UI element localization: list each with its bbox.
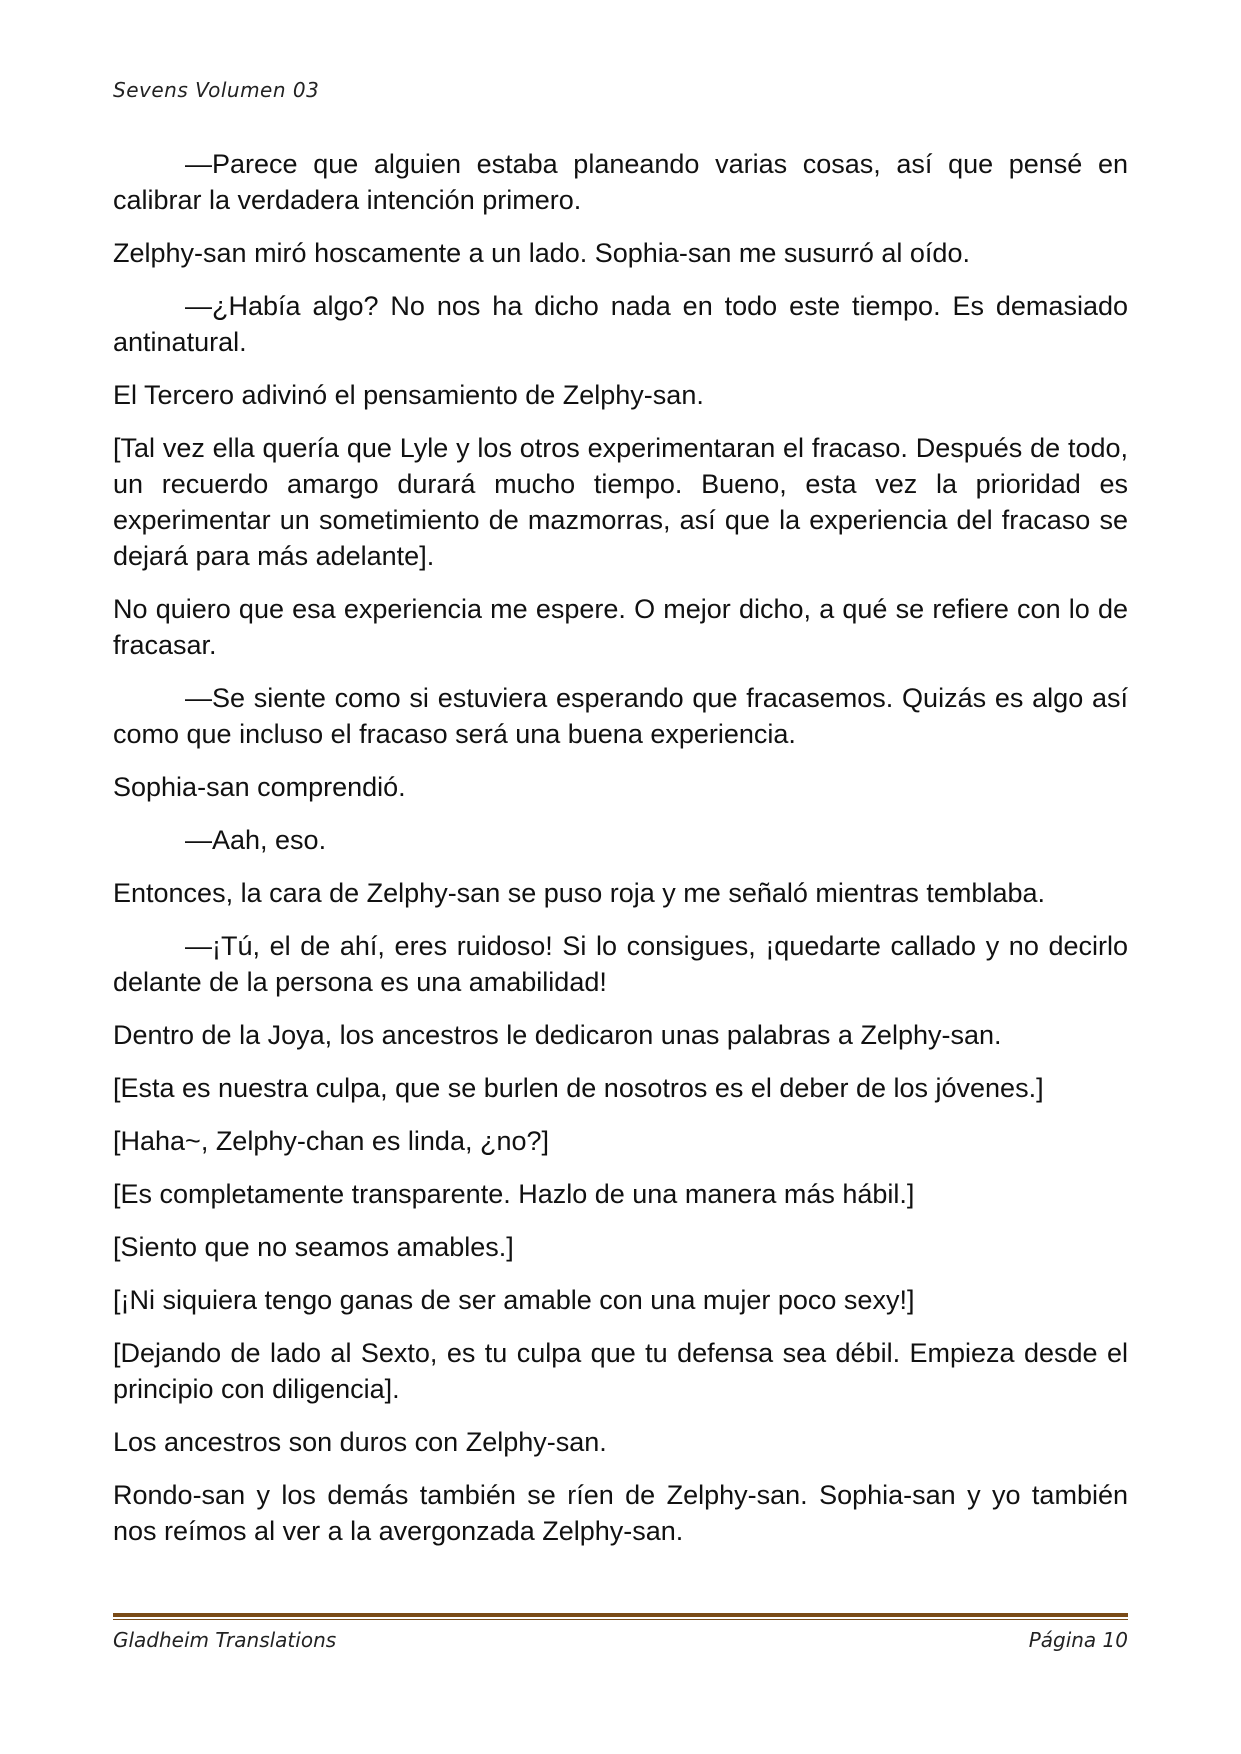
footer-divider: [113, 1613, 1128, 1621]
paragraph: El Tercero adivinó el pensamiento de Zelphy-san.: [113, 380, 704, 410]
paragraph: Los ancestros son duros con Zelphy-san.: [113, 1427, 607, 1457]
footer-credit: Gladheim Translations: [113, 1628, 337, 1652]
paragraph: —¿Había algo? No nos ha dicho nada en todo este tiempo. Es demasiado antinatural.: [113, 291, 1128, 357]
page-number: Página 10: [1028, 1628, 1128, 1652]
paragraph: —Se siente como si estuviera esperando que fracasemos. Quizás es algo así como que incluso el fracaso será una buena experiencia.: [113, 683, 1128, 749]
paragraph: —Parece que alguien estaba planeando varias cosas, así que pensé en calibrar la verdadera intención primero.: [113, 149, 1128, 215]
paragraph: [Tal vez ella quería que Lyle y los otros experimentaran el fracaso. Después de todo, un recuerdo amargo durará mucho tiempo. Bueno, esta vez la prioridad es experimentar un sometimiento de mazmorras, así que la experiencia del fracaso se dejará para más adelante].: [113, 433, 1128, 571]
paragraph: [Es completamente transparente. Hazlo de una manera más hábil.]: [113, 1179, 915, 1209]
paragraph: —¡Tú, el de ahí, eres ruidoso! Si lo consigues, ¡quedarte callado y no decirlo delante de la persona es una amabilidad!: [113, 931, 1128, 997]
footer-divider-thin: [113, 1619, 1128, 1620]
paragraph: —Aah, eso.: [185, 825, 327, 855]
paragraph: No quiero que esa experiencia me espere. O mejor dicho, a qué se refiere con lo de fracasar.: [113, 594, 1128, 660]
paragraph: Sophia-san comprendió.: [113, 772, 406, 802]
paragraph: [Esta es nuestra culpa, que se burlen de nosotros es el deber de los jóvenes.]: [113, 1073, 1044, 1103]
page-header-title: Sevens Volumen 03: [113, 78, 320, 102]
paragraph: Rondo-san y los demás también se ríen de Zelphy-san. Sophia-san y yo también nos reímos al ver a la avergonzada Zelphy-san.: [113, 1480, 1128, 1546]
paragraph: [Siento que no seamos amables.]: [113, 1232, 514, 1262]
paragraph: [Haha~, Zelphy-chan es linda, ¿no?]: [113, 1126, 550, 1156]
paragraph: [¡Ni siquiera tengo ganas de ser amable con una mujer poco sexy!]: [113, 1285, 915, 1315]
page-body: [113, 146, 1128, 1566]
paragraph: Dentro de la Joya, los ancestros le dedicaron unas palabras a Zelphy-san.: [113, 1020, 1002, 1050]
paragraph: Zelphy-san miró hoscamente a un lado. Sophia-san me susurró al oído.: [113, 238, 970, 268]
paragraph: [Dejando de lado al Sexto, es tu culpa que tu defensa sea débil. Empieza desde el principio con diligencia].: [113, 1338, 1128, 1404]
footer-divider-thick: [113, 1613, 1128, 1617]
paragraph: Entonces, la cara de Zelphy-san se puso roja y me señaló mientras temblaba.: [113, 878, 1045, 908]
